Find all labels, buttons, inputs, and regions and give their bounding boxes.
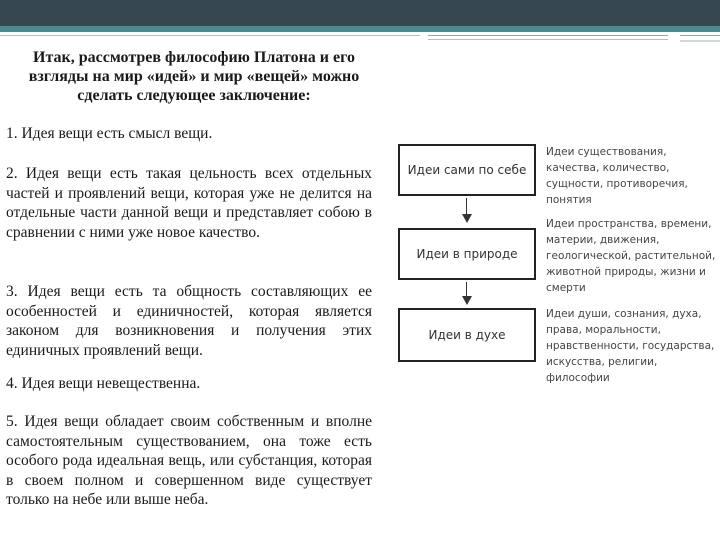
divider-line (680, 40, 720, 42)
arrow-down-icon (461, 198, 473, 226)
divider-line (0, 35, 420, 36)
divider-line (680, 35, 720, 36)
diagram-box-label: Идеи в природе (416, 247, 518, 261)
point-2: 2. Идея вещи есть такая цельность всех отдельных частей и проявлений вещи, которая уже не делится на отдельные части данной вещи и представляет собою в сравнении с ними уже новое качество. (6, 165, 372, 241)
diagram-box-label: Идеи сами по себе (407, 163, 527, 177)
top-accent-stripe (0, 26, 720, 32)
diagram-box-ideas-in-nature (398, 228, 536, 280)
diagram-box-ideas-in-spirit (398, 308, 536, 362)
slide-heading: Итак, рассмотрев философию Платона и его взгляды на мир «идей» и мир «вещей» можно сделать следующее заключение: (28, 49, 360, 104)
diagram-description-2: Идеи пространства, времени, материи, движения, геологической, растительной, животной природы, жизни и смерти (546, 218, 716, 294)
point-3: 3. Идея вещи есть та общность составляющих ее особенностей и единичностей, которая является законом для возникновения и получения этих единичных проявлений вещи. (6, 283, 372, 359)
diagram-description-3: Идеи души, сознания, духа, права, моральности, нравственности, государства, искусства, религии, философии (546, 308, 715, 384)
point-4: 4. Идея вещи невещественна. (6, 375, 201, 392)
diagram-box-label: Идеи в духе (428, 328, 506, 342)
arrow-down-icon (461, 282, 473, 308)
point-1: 1. Идея вещи есть смысл вещи. (6, 125, 213, 142)
point-5: 5. Идея вещи обладает своим собственным и вполне самостоятельным существованием, она тоже есть особого рода идеальная вещь, или субстанция, которая в своем полном и совершенном виде существует только на небе или выше неба. (6, 413, 372, 508)
diagram-box-ideas-themselves (398, 144, 536, 196)
divider-line (428, 39, 668, 40)
diagram-description-1: Идеи существования, качества, количество, сущности, противоречия, понятия (546, 146, 688, 206)
top-bar (0, 0, 720, 26)
divider-line (428, 35, 668, 36)
